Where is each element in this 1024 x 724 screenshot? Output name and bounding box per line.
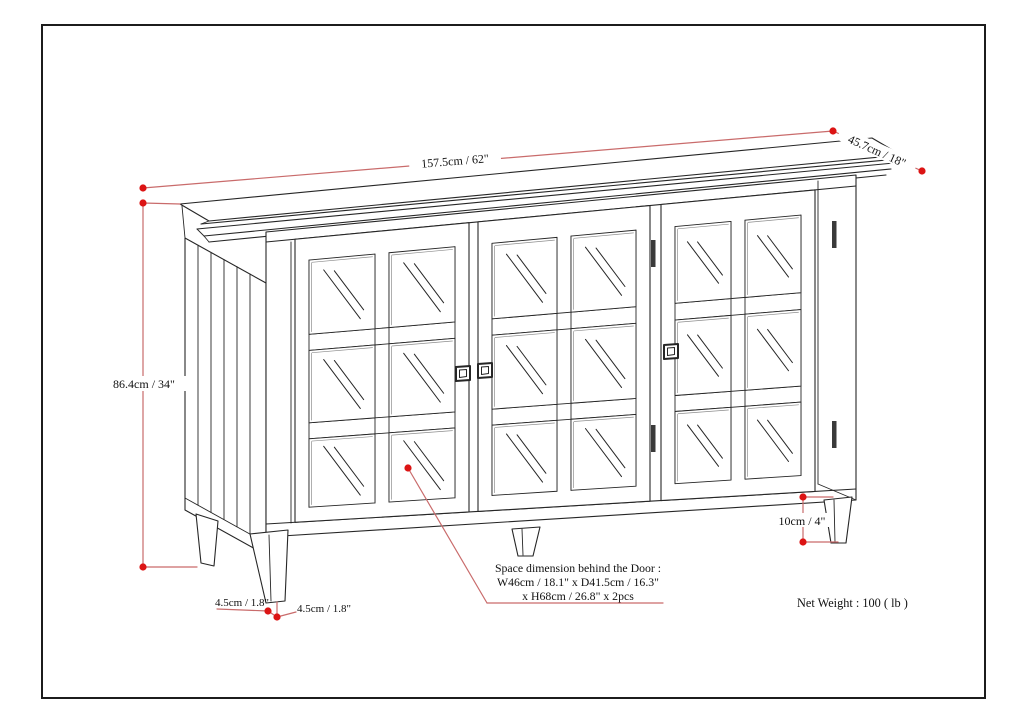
net-weight-text: Net Weight : 100 ( lb )	[797, 596, 908, 610]
space-dimension-line1: Space dimension behind the Door :	[494, 561, 662, 575]
width-dimension-text: 157.5cm / 62"	[420, 151, 490, 171]
height-dimension-label	[102, 376, 186, 391]
space-dimension-line3: x H68cm / 26.8" x 2pcs	[522, 589, 634, 603]
space-dimension-line2: W46cm / 18.1" x D41.5cm / 16.3"	[497, 575, 659, 589]
depth-dimension-text: 45.7cm / 18"	[845, 131, 909, 171]
width-dimension-label	[408, 149, 501, 171]
space-dimension-note	[495, 561, 661, 603]
cabinet-line-art	[180, 138, 901, 603]
leg-left-dimension-text: 4.5cm / 1.8"	[215, 597, 269, 609]
height-dimension-text: 86.4cm / 34"	[113, 377, 175, 391]
leg-height-dimension-label	[773, 513, 831, 528]
leg-height-dimension-text: 10cm / 4"	[778, 514, 826, 528]
leg-front-dimension-text: 4.5cm / 1.8"	[297, 603, 351, 615]
